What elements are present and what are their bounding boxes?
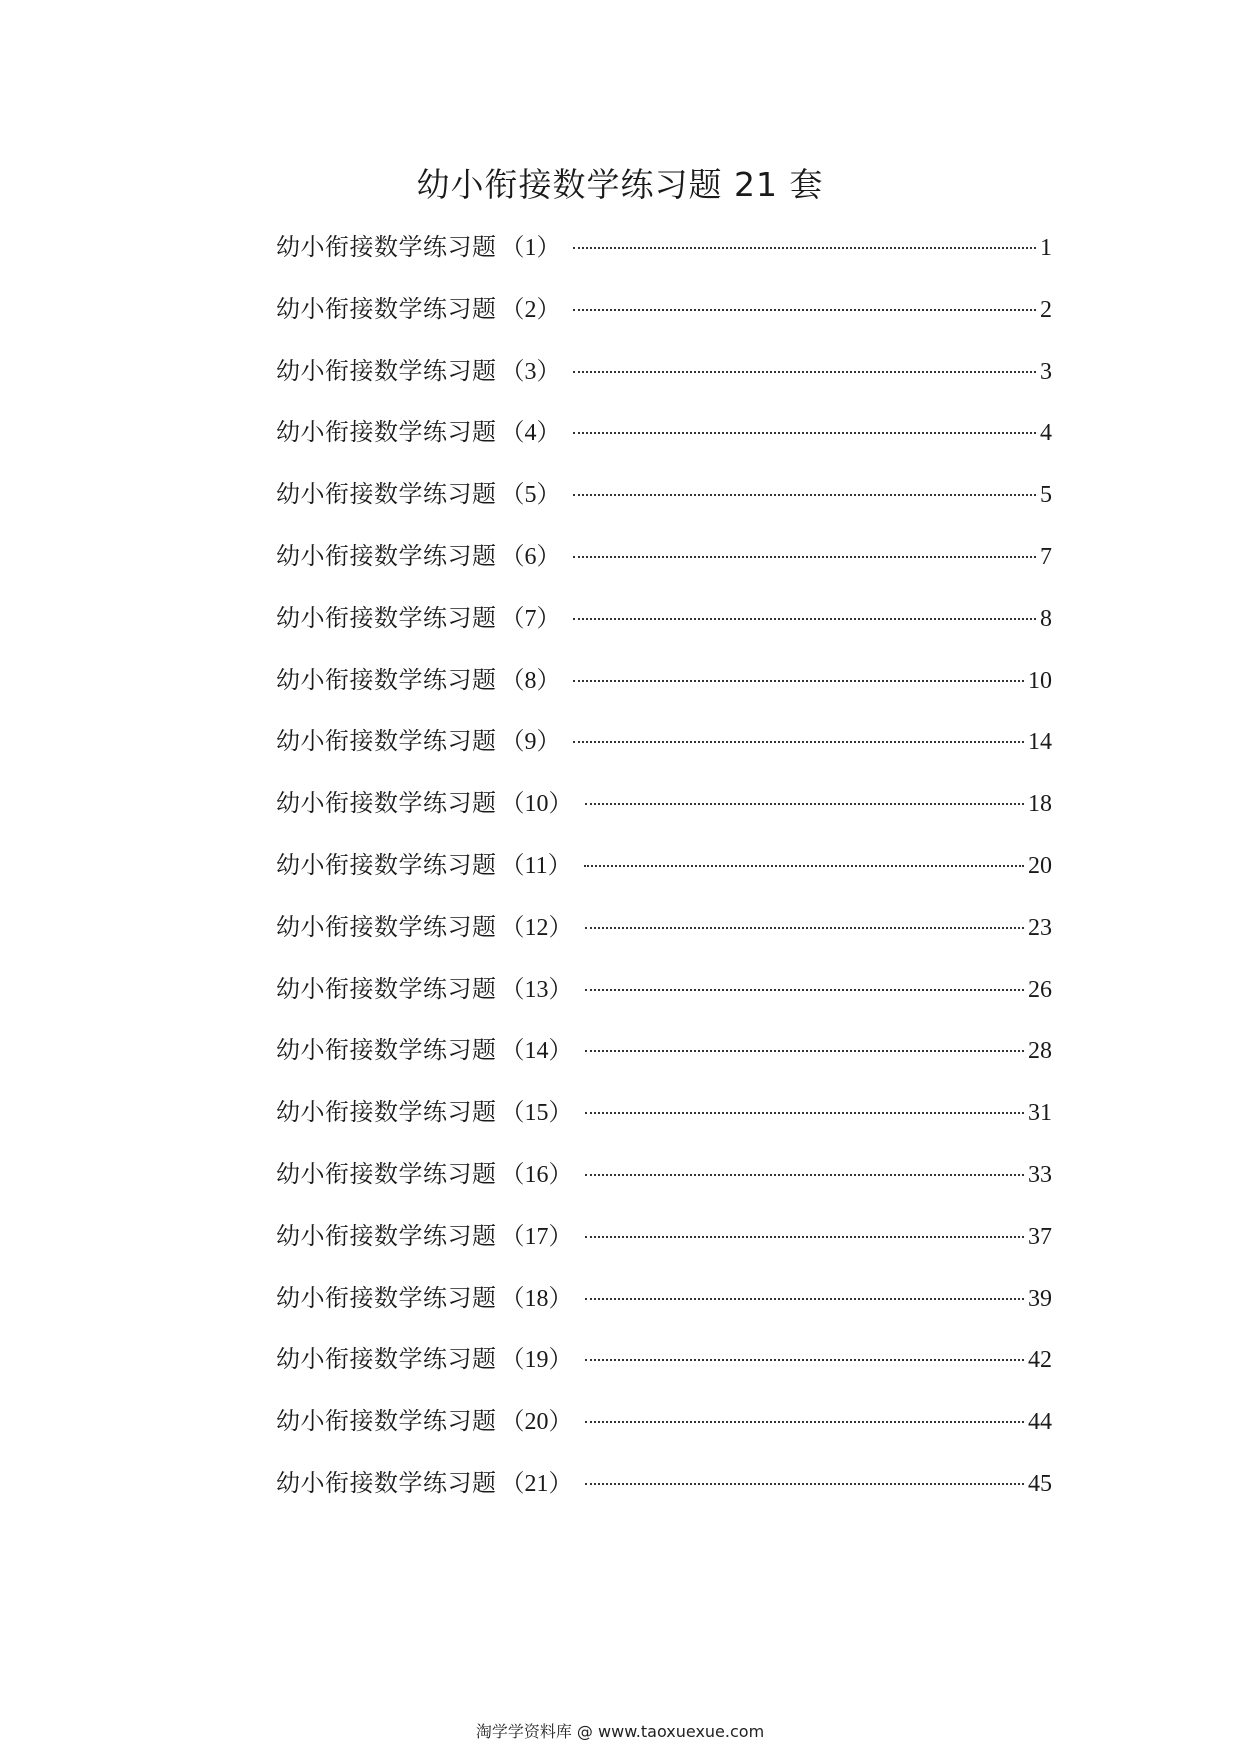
toc-entry-page-number: 26 (1028, 976, 1052, 1003)
toc-dot-leader (573, 371, 1037, 373)
toc-entry-page-number: 7 (1040, 543, 1052, 570)
toc-entry-title: 幼小衔接数学练习题 (276, 1468, 497, 1497)
toc-entry-page-number: 33 (1028, 1161, 1052, 1188)
toc-entry[interactable] (276, 1088, 1052, 1150)
toc-entry-number: （15） (500, 1100, 573, 1127)
toc-entry-page-number: 45 (1028, 1470, 1052, 1497)
toc-entry[interactable] (276, 223, 1052, 285)
toc-entry-number: （3） (500, 358, 561, 385)
toc-dot-leader (573, 556, 1037, 558)
toc-entry-page-number: 37 (1028, 1223, 1052, 1250)
footer-watermark: 淘学学资料库 @ www.taoxuexue.com (475, 1722, 765, 1741)
toc-entry-page-number: 23 (1028, 914, 1052, 941)
toc-entry-page-number: 1 (1040, 235, 1052, 261)
toc-dot-leader (585, 1421, 1025, 1423)
toc-entry-number: （17） (500, 1223, 573, 1250)
toc-dot-leader (585, 1298, 1025, 1300)
toc-entry[interactable] (276, 347, 1052, 409)
toc-entry-title: 幼小衔接数学练习题 (276, 418, 497, 447)
toc-entry[interactable] (276, 594, 1052, 656)
toc-entry-number: （7） (500, 605, 561, 632)
toc-entry-title: 幼小衔接数学练习题 (276, 1345, 497, 1374)
toc-entry[interactable] (276, 965, 1052, 1027)
toc-entry-title: 幼小衔接数学练习题 (276, 541, 497, 570)
toc-entry-title: 幼小衔接数学练习题 (276, 1098, 497, 1127)
toc-entry-title: 幼小衔接数学练习题 (276, 1407, 497, 1436)
toc-entry[interactable] (276, 470, 1052, 532)
table-of-contents (276, 223, 1052, 1521)
toc-entry[interactable] (276, 285, 1052, 347)
toc-dot-leader (573, 680, 1025, 682)
toc-entry-title: 幼小衔接数学练习题 (276, 294, 497, 323)
toc-entry-page-number: 8 (1040, 605, 1052, 632)
toc-dot-leader (585, 927, 1025, 929)
toc-entry-page-number: 4 (1040, 420, 1052, 447)
toc-entry-title: 幼小衔接数学练习题 (276, 850, 497, 879)
toc-entry-number: （14） (500, 1038, 573, 1065)
toc-dot-leader (585, 1174, 1025, 1176)
toc-entry-title: 幼小衔接数学练习题 (276, 1036, 497, 1065)
toc-entry-page-number: 10 (1028, 667, 1052, 694)
toc-entry[interactable] (276, 1150, 1052, 1212)
toc-entry-page-number: 39 (1028, 1285, 1052, 1312)
toc-entry-title: 幼小衔接数学练习题 (276, 480, 497, 509)
toc-entry-title: 幼小衔接数学练习题 (276, 727, 497, 756)
toc-entry-page-number: 20 (1028, 852, 1052, 879)
toc-dot-leader (585, 803, 1025, 805)
toc-entry[interactable] (276, 903, 1052, 965)
toc-dot-leader (573, 432, 1037, 434)
toc-entry[interactable] (276, 1335, 1052, 1397)
toc-entry-title: 幼小衔接数学练习题 (276, 974, 497, 1003)
toc-dot-leader (573, 741, 1025, 743)
toc-entry-number: （11） (500, 852, 572, 879)
toc-entry[interactable] (276, 717, 1052, 779)
toc-dot-leader (584, 865, 1024, 867)
toc-entry[interactable] (276, 841, 1052, 903)
toc-entry-page-number: 31 (1028, 1100, 1052, 1127)
toc-entry-page-number: 14 (1028, 729, 1052, 756)
toc-entry-title: 幼小衔接数学练习题 (276, 789, 497, 818)
toc-entry-number: （19） (500, 1347, 573, 1374)
toc-entry-number: （9） (500, 729, 561, 756)
toc-dot-leader (585, 1236, 1025, 1238)
toc-entry-page-number: 3 (1040, 358, 1052, 385)
toc-entry[interactable] (276, 532, 1052, 594)
toc-entry-title: 幼小衔接数学练习题 (276, 912, 497, 941)
toc-entry-number: （6） (500, 543, 561, 570)
toc-dot-leader (573, 247, 1037, 249)
toc-entry-page-number: 28 (1028, 1038, 1052, 1065)
toc-dot-leader (573, 618, 1037, 620)
toc-entry-number: （21） (500, 1470, 573, 1497)
toc-entry[interactable] (276, 779, 1052, 841)
toc-entry-number: （2） (500, 296, 561, 323)
toc-dot-leader (585, 1359, 1025, 1361)
toc-dot-leader (585, 1112, 1025, 1114)
toc-entry-title: 幼小衔接数学练习题 (276, 1283, 497, 1312)
toc-entry-number: （5） (500, 482, 561, 509)
toc-entry-title: 幼小衔接数学练习题 (276, 1221, 497, 1250)
page-title: 幼小衔接数学练习题 21 套 (416, 165, 824, 204)
toc-entry-page-number: 2 (1040, 296, 1052, 323)
toc-entry[interactable] (276, 1026, 1052, 1088)
toc-dot-leader (585, 1050, 1025, 1052)
toc-entry-title: 幼小衔接数学练习题 (276, 603, 497, 632)
toc-entry-number: （1） (500, 235, 561, 261)
toc-dot-leader (585, 1483, 1025, 1485)
toc-dot-leader (573, 494, 1037, 496)
toc-entry-title: 幼小衔接数学练习题 (276, 356, 497, 385)
toc-entry-page-number: 5 (1040, 482, 1052, 509)
toc-entry-number: （4） (500, 420, 561, 447)
toc-entry-title: 幼小衔接数学练习题 (276, 1159, 497, 1188)
toc-dot-leader (585, 989, 1025, 991)
toc-entry[interactable] (276, 408, 1052, 470)
toc-entry-title: 幼小衔接数学练习题 (276, 665, 497, 694)
toc-entry[interactable] (276, 1459, 1052, 1521)
toc-entry[interactable] (276, 1274, 1052, 1336)
toc-entry-page-number: 44 (1028, 1409, 1052, 1436)
toc-entry-page-number: 18 (1028, 791, 1052, 818)
toc-entry-number: （8） (500, 667, 561, 694)
toc-entry-page-number: 42 (1028, 1347, 1052, 1374)
toc-entry-number: （12） (500, 914, 573, 941)
toc-entry-number: （18） (500, 1285, 573, 1312)
toc-entry-number: （13） (500, 976, 573, 1003)
toc-entry-number: （20） (500, 1409, 573, 1436)
toc-entry-number: （16） (500, 1161, 573, 1188)
toc-entry[interactable] (276, 656, 1052, 718)
toc-entry[interactable] (276, 1212, 1052, 1274)
toc-entry-number: （10） (500, 791, 573, 818)
toc-entry[interactable] (276, 1397, 1052, 1459)
toc-entry-title: 幼小衔接数学练习题 (276, 233, 497, 261)
toc-dot-leader (573, 309, 1037, 311)
